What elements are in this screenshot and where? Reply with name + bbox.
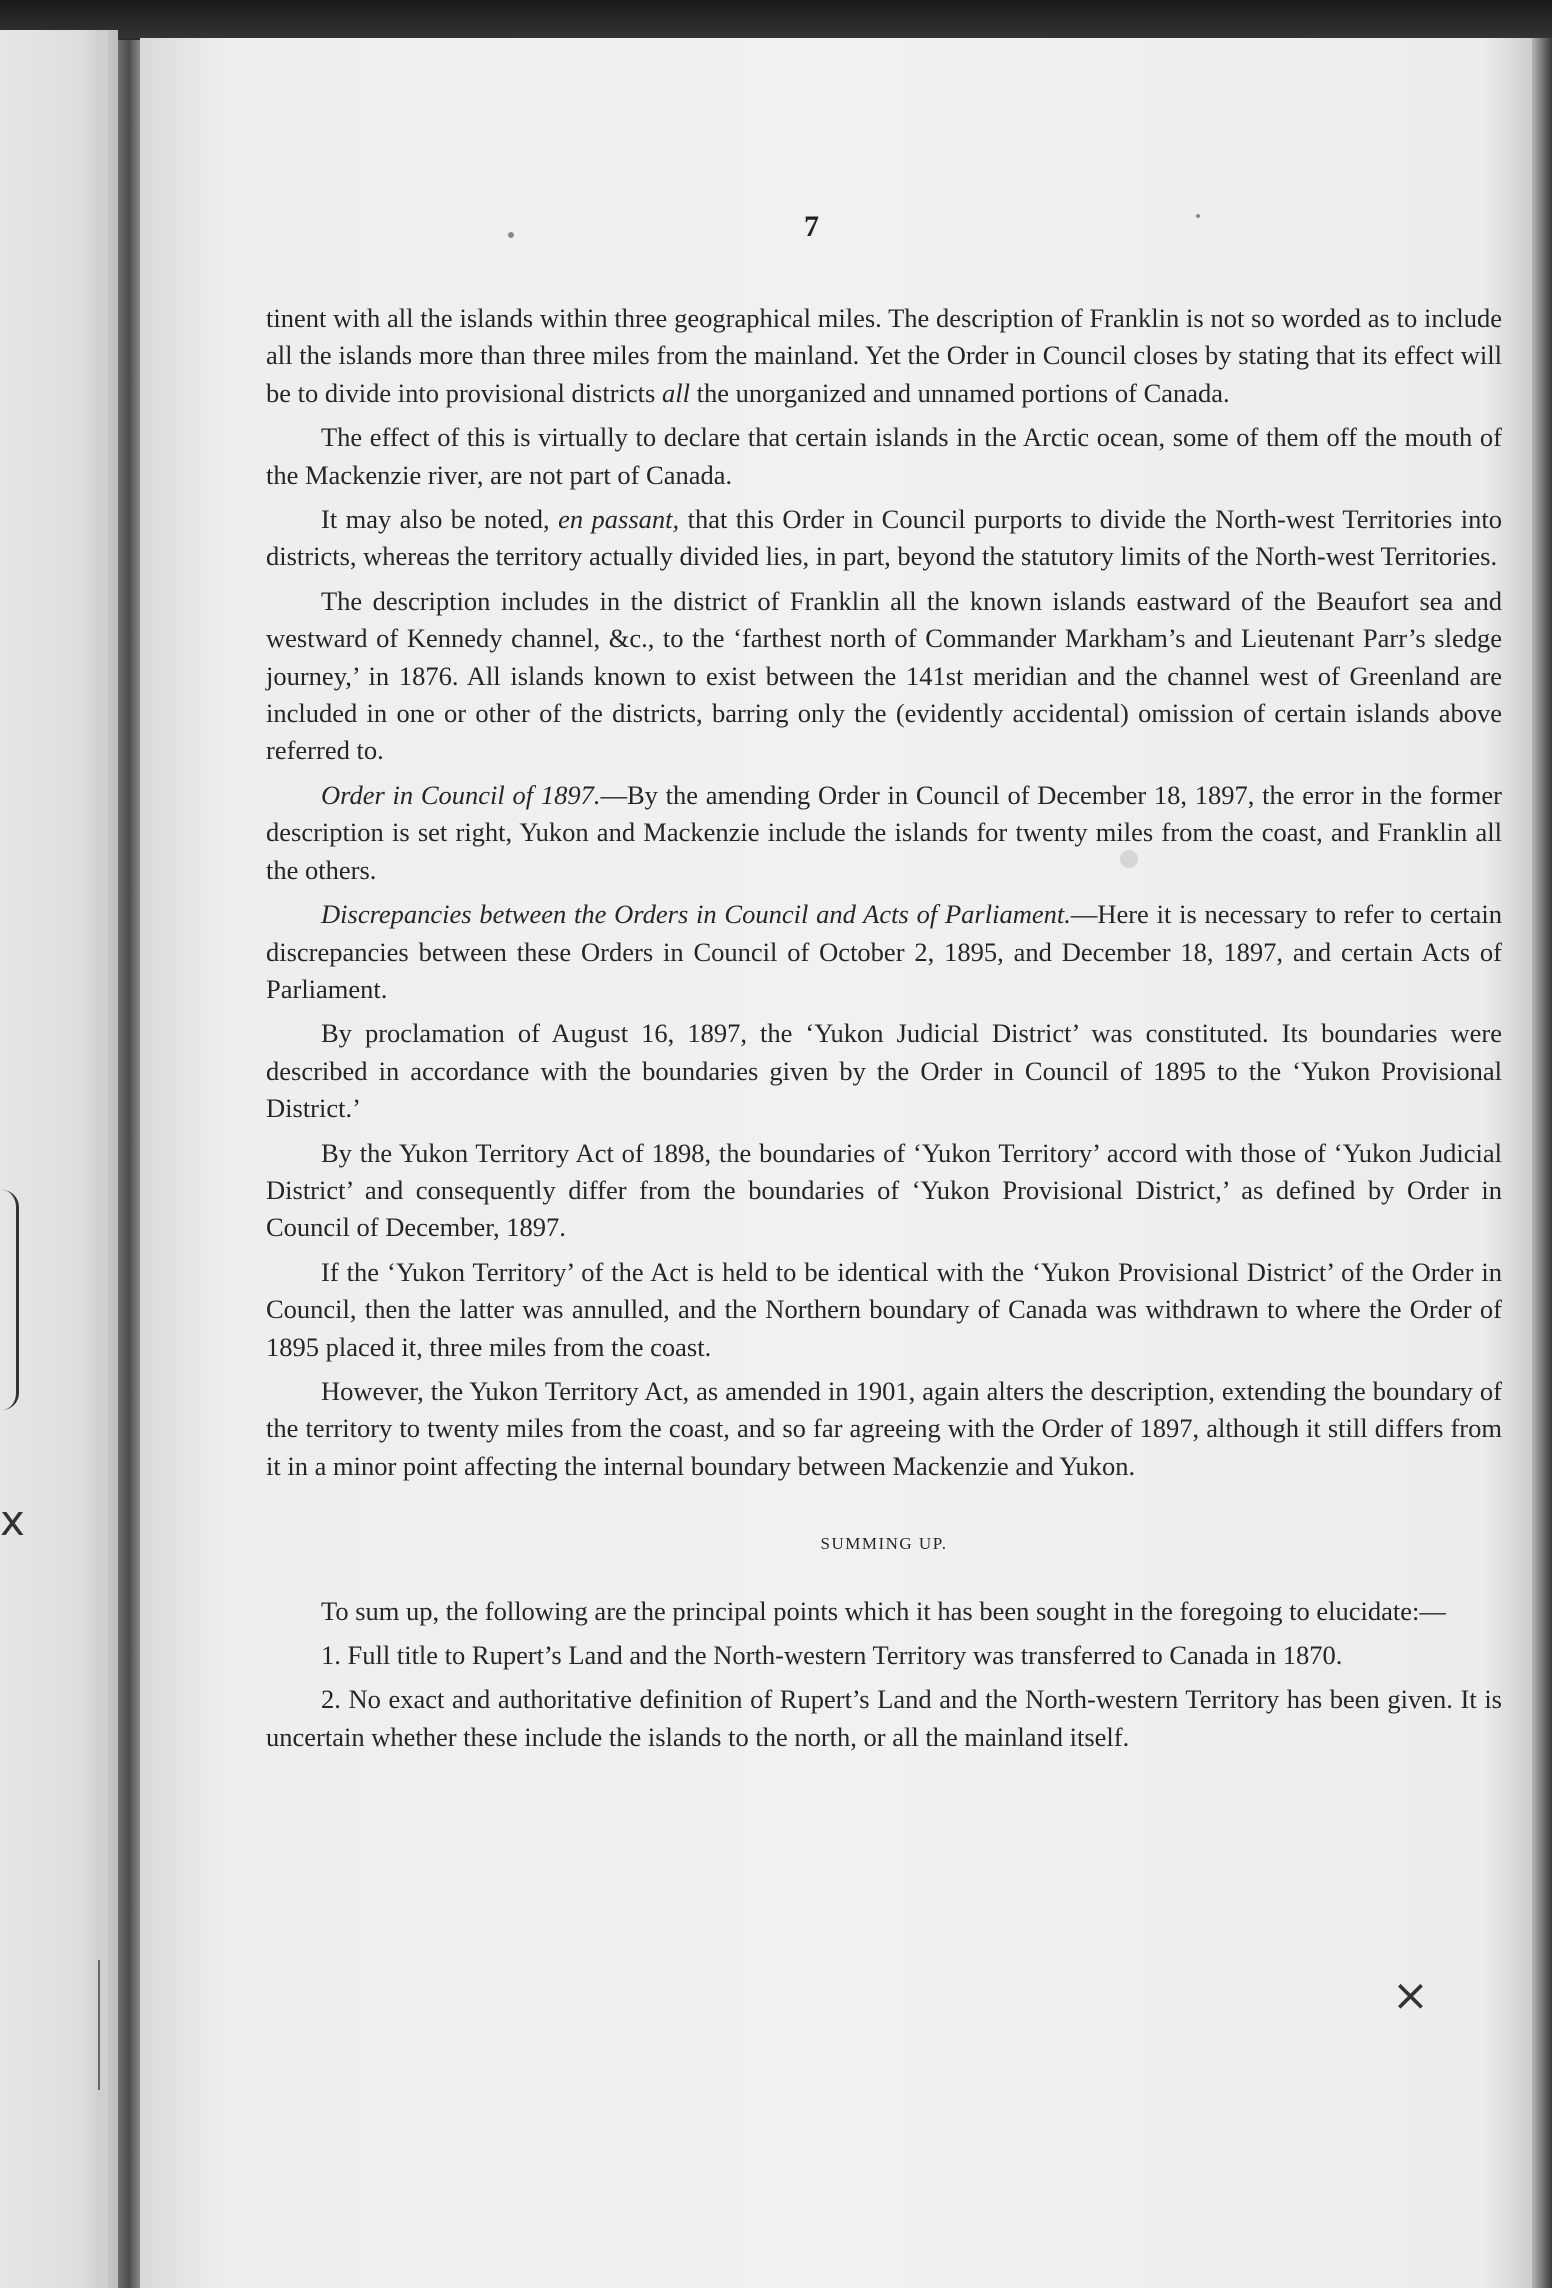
paper-speck — [1196, 214, 1200, 218]
paragraph-4: The description includes in the district of Franklin all the known islands eastward of the Beaufort sea and westward of Kennedy channel, &c., to the ‘farthest north of Commander Markham’s and Lieutenant Parr’s sledge journey,’ in 1876. All islands known to exist between the 141st meridian and the channel west of Greenland are included in one or other of the districts, barring only the (evidently accidental) omission of certain islands above referred to. — [266, 585, 1502, 766]
paragraph-3-text-b: that this Order in Council purports to divide the North-west Territories into districts, whereas the territory actually divided lies, in part, beyond the statutory limits of the North-west Territories. — [266, 504, 1503, 572]
page-body-text — [266, 300, 1502, 1763]
scan-top-border — [0, 0, 1552, 38]
paragraph-10: However, the Yukon Territory Act, as amended in 1901, again alters the description, extending the boundary of the territory to twenty miles from the coast, and so far agreeing with the Order of 1897, although it still differs from it in a minor point affecting the internal boundary between Mackenzie and Yukon. — [266, 1375, 1502, 1481]
paragraph-1-text-b: the unorganized and unnamed portions of Canada. — [696, 377, 1230, 408]
run-in-heading-discrepancies: Discrepancies between the Orders in Council and Acts of Parliament. — [321, 899, 1071, 930]
paragraph-5-text: —By the amending Order in Council of December 18, 1897, the error in the former description is set right, Yukon and Mackenzie include the islands for twenty miles from the coast, and Franklin all the others. — [266, 779, 1502, 885]
paragraph-13: 2. No exact and authoritative definition of Rupert’s Land and the North-western Territory has been given. It is uncertain whether these include the islands to the north, or all the mainland itself. — [266, 1684, 1502, 1752]
paragraph-1-italic: all — [662, 377, 690, 408]
paragraph-8: By the Yukon Territory Act of 1898, the boundaries of ‘Yukon Territory’ accord with those of ‘Yukon Judicial District’ and consequently differ from the boundaries of ‘Yukon Provisional District,’ as defined by Order in Council of December, 1897. — [266, 1137, 1502, 1243]
paragraph-6-text: —Here it is necessary to refer to certain discrepancies between these Orders in Council of October 2, 1895, and December 18, 1897, and certain Acts of Parliament. — [266, 899, 1502, 1004]
paragraph-3 — [266, 501, 1502, 576]
paragraph-1-text-a: tinent with all the islands within three geographical miles. The description of Franklin is not so worded as to include all the islands more than three miles from the mainland. Yet the Order in Council closes by stating that its effect will be to divide into provisional districts — [266, 303, 1502, 408]
paragraph-6 — [266, 896, 1502, 1008]
left-margin-x-mark: x — [0, 1496, 25, 1545]
book-spine — [118, 40, 140, 2288]
paragraph-12: 1. Full title to Rupert’s Land and the North-western Territory was transferred to Canada in 1870. — [321, 1640, 1343, 1670]
margin-brace-mark — [2, 1190, 19, 1410]
paragraph-7: By proclamation of August 16, 1897, the ‘Yukon Judicial District’ was constituted. Its boundaries were described in accordance with the boundaries given by the Order in Council of 1895 to the ‘Yukon Provisional District.’ — [266, 1018, 1502, 1124]
margin-annotation-strip — [98, 1960, 108, 2090]
facing-page-fold — [100, 30, 108, 2288]
book-page — [140, 38, 1540, 2288]
run-in-heading-1897: Order in Council of 1897. — [321, 779, 601, 810]
paragraph-11: To sum up, the following are the principal points which it has been sought in the foregoing to elucidate:— — [321, 1595, 1446, 1626]
paragraph-2: The effect of this is virtually to declare that certain islands in the Arctic ocean, some of them off the mouth of the Mackenzie river, are not part of Canada. — [266, 422, 1502, 490]
paragraph-9: If the ‘Yukon Territory’ of the Act is held to be identical with the ‘Yukon Provisional District’ of the Order in Council, then the latter was annulled, and the Northern boundary of Canada was withdrawn to where the Order of 1895 placed it, three miles from the coast. — [266, 1256, 1502, 1362]
right-margin-x-mark: × — [1392, 1970, 1429, 2021]
page-right-shadow — [1532, 38, 1552, 2288]
paper-speck — [1120, 850, 1138, 868]
section-heading-summing-up: SUMMING UP. — [820, 1534, 948, 1554]
paragraph-3-text-a: It may also be noted, — [321, 504, 550, 535]
paragraph-5 — [266, 777, 1502, 889]
paper-speck — [508, 232, 514, 238]
paragraph-3-italic: en passant, — [558, 504, 680, 535]
paragraph-1 — [266, 300, 1502, 412]
page-number: 7 — [804, 210, 819, 243]
